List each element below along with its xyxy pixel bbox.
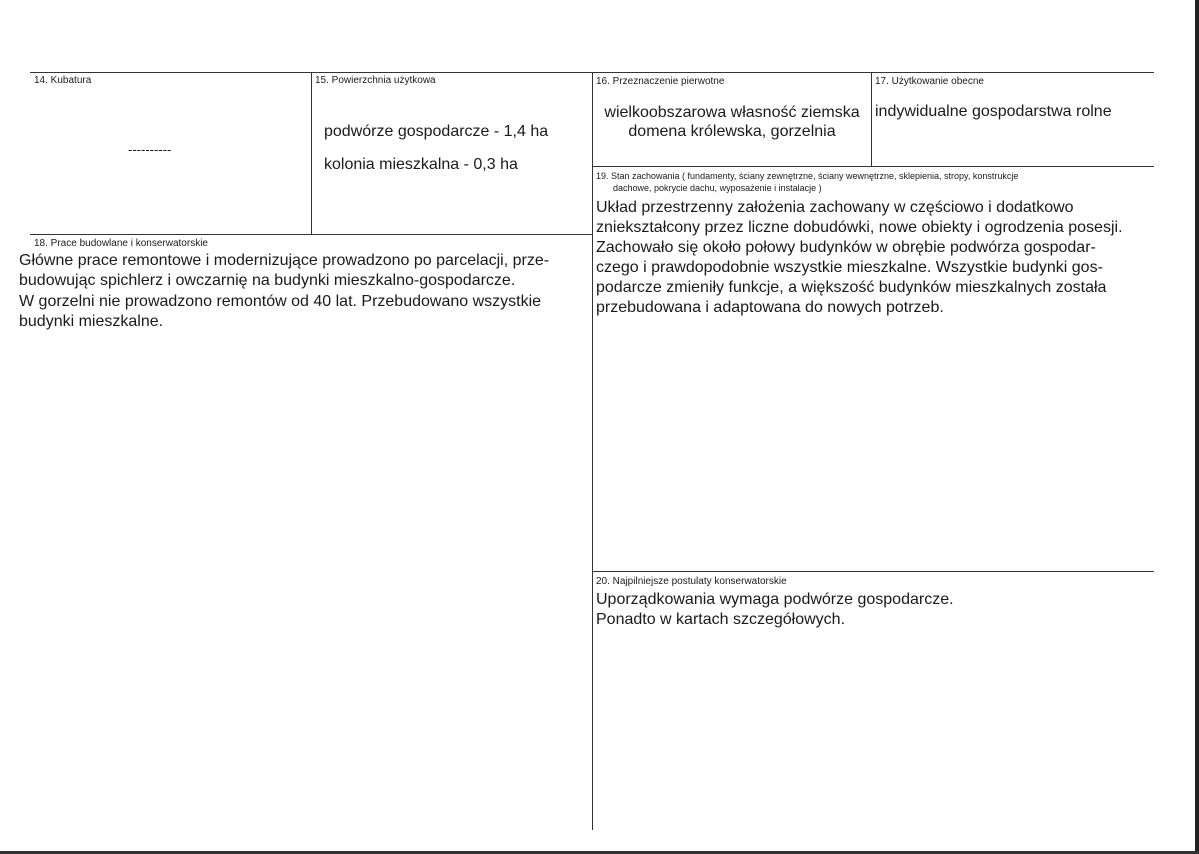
stan-line-6: przebudowana i adaptowana do nowych potrzeb. — [596, 299, 944, 316]
rule-above-20 — [592, 571, 1154, 572]
rule-above-19 — [592, 166, 1154, 167]
prace-line-2: budowując spichlerz i owczarnię na budynki mieszkalno-gospodarcze. — [19, 272, 516, 289]
przeznaczenie-line-2: domena królewska, gorzelnia — [628, 123, 836, 140]
stan-label-line-1: 19. Stan zachowania ( fundamenty, ściany zewnętrzne, ściany wewnętrzne, sklepienia, stropy, konstrukcje — [596, 171, 1019, 181]
stan-line-1: Układ przestrzenny założenia zachowany w częściowo i dodatkowo — [596, 199, 1074, 216]
stan-line-4: czego i prawdopodobnie wszystkie mieszkalne. Wszystkie budynki gos- — [596, 259, 1103, 276]
rule-above-18 — [30, 234, 592, 235]
stan-line-5: podarcze zmieniły funkcje, a większość budynków mieszkalnych została — [596, 279, 1107, 296]
stan-line-2: zniekształcony przez liczne dobudówki, nowe obiekty i ogrodzenia posesji. — [596, 219, 1123, 236]
divider-16-17 — [871, 72, 872, 166]
powierzchnia-label: 15. Powierzchnia użytkowa — [315, 75, 436, 86]
powierzchnia-line-1: podwórze gospodarcze - 1,4 ha — [324, 123, 549, 140]
powierzchnia-line-2: kolonia mieszkalna - 0,3 ha — [324, 156, 518, 173]
prace-line-1: Główne prace remontowe i modernizujące prowadzono po parcelacji, prze- — [19, 252, 550, 269]
scan-edge-right — [1195, 0, 1199, 854]
divider-center — [592, 72, 593, 830]
uzytkowanie-label: 17. Użytkowanie obecne — [875, 76, 984, 87]
stan-label-line-2: dachowe, pokrycie dachu, wyposażenie i instalacje ) — [613, 183, 822, 193]
stan-line-3: Zachowało się około połowy budynków w obrębie podwórza gospodar- — [596, 239, 1096, 256]
kubatura-label: 14. Kubatura — [34, 75, 92, 86]
przeznaczenie-line-1: wielkoobszarowa własność ziemska — [604, 104, 860, 121]
prace-line-3: W gorzelni nie prowadzono remontów od 40 lat. Przebudowano wszystkie — [19, 293, 542, 310]
przeznaczenie-label: 16. Przeznaczenie pierwotne — [596, 76, 725, 87]
prace-label: 18. Prace budowlane i konserwatorskie — [34, 238, 208, 249]
postulaty-line-2: Ponadto w kartach szczegółowych. — [596, 611, 846, 628]
postulaty-label: 20. Najpilniejsze postulaty konserwatorskie — [596, 576, 787, 587]
postulaty-line-1: Uporządkowania wymaga podwórze gospodarcze. — [596, 591, 954, 608]
uzytkowanie-value: indywidualne gospodarstwa rolne — [875, 103, 1112, 120]
kubatura-value: ---------- — [128, 142, 172, 157]
divider-14-15 — [311, 72, 312, 234]
prace-line-4: budynki mieszkalne. — [19, 313, 164, 330]
